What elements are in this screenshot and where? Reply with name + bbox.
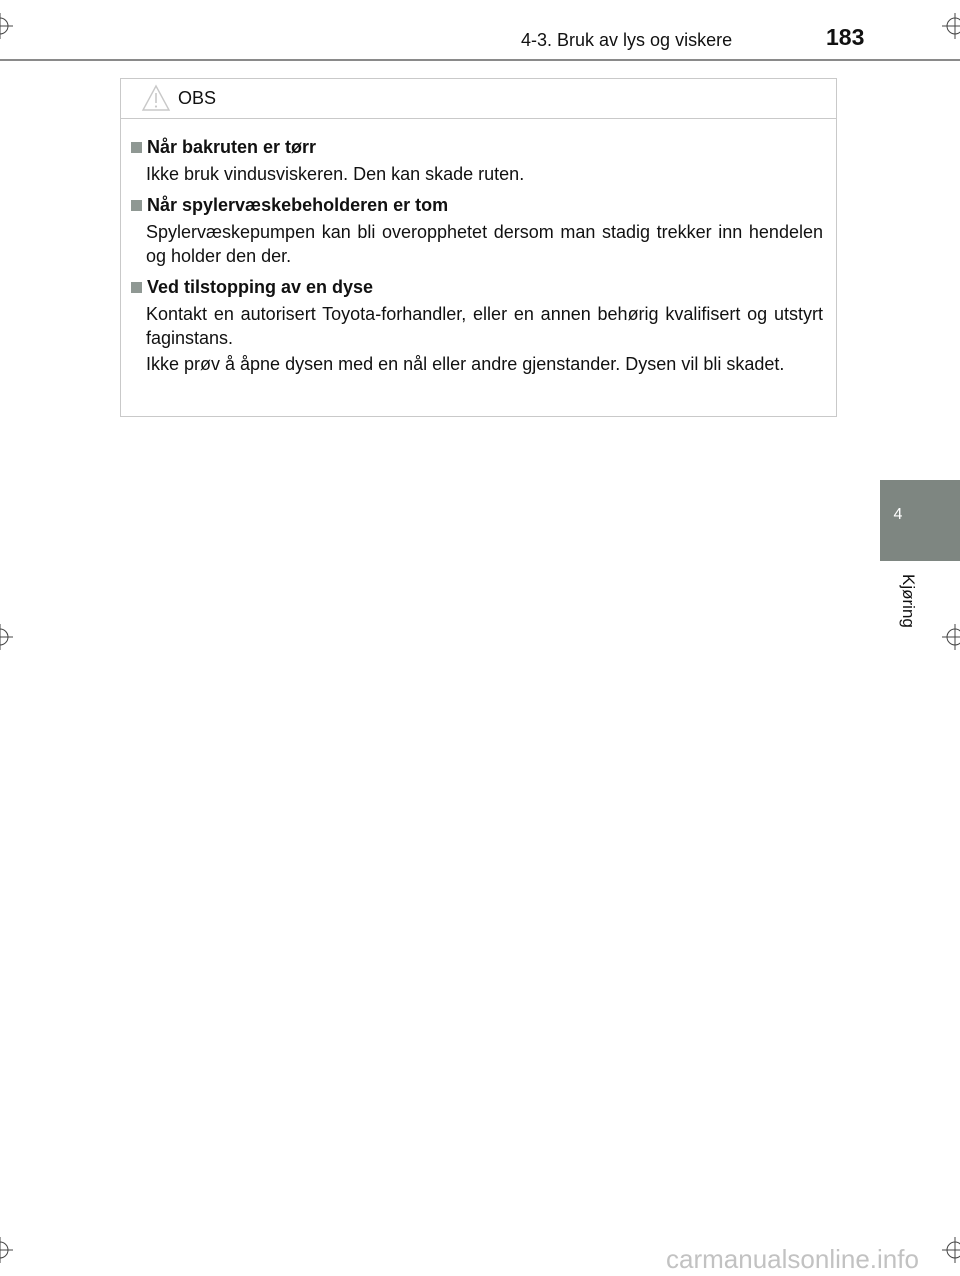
crop-mark-icon	[942, 1237, 960, 1263]
page-header	[0, 0, 960, 64]
crop-mark-icon	[942, 624, 960, 650]
chapter-number: 4	[893, 506, 903, 523]
caution-item	[131, 192, 823, 268]
square-bullet-icon	[131, 142, 142, 153]
caution-item	[131, 134, 823, 186]
item-paragraph: Ikke prøv å åpne dysen med en nål eller andre gjenstander. Dysen vil bli skadet.	[146, 354, 785, 374]
item-heading: Ved tilstopping av en dyse	[147, 277, 374, 297]
square-bullet-icon	[131, 200, 142, 211]
section-title: 4-3. Bruk av lys og viskere	[521, 30, 733, 50]
warning-triangle-icon	[141, 84, 171, 117]
header-divider	[0, 59, 960, 61]
item-heading: Når bakruten er tørr	[147, 137, 317, 157]
caution-body	[121, 119, 836, 376]
crop-mark-icon	[0, 624, 13, 650]
item-paragraph: Kontakt en autorisert Toyota-forhandler, eller en annen behørig kvalifisert og utstyrt faginstans.	[146, 304, 823, 348]
square-bullet-icon	[131, 282, 142, 293]
item-heading: Når spylervæskebeholderen er tom	[147, 195, 449, 215]
caution-item	[131, 274, 823, 376]
watermark-link[interactable]: carmanualsonline.info	[666, 1244, 919, 1274]
page-number: 183	[826, 24, 865, 50]
caution-box	[120, 78, 837, 417]
caution-title: OBS	[178, 88, 217, 108]
chapter-label: Kjøring	[899, 574, 918, 628]
crop-mark-icon	[0, 1237, 13, 1263]
item-paragraph: Spylervæskepumpen kan bli overopphetet dersom man stadig trekker inn hendelen og holder den der.	[146, 222, 823, 266]
caution-header	[121, 79, 836, 119]
item-paragraph: Ikke bruk vindusviskeren. Den kan skade ruten.	[146, 164, 525, 184]
chapter-tab	[880, 480, 960, 561]
